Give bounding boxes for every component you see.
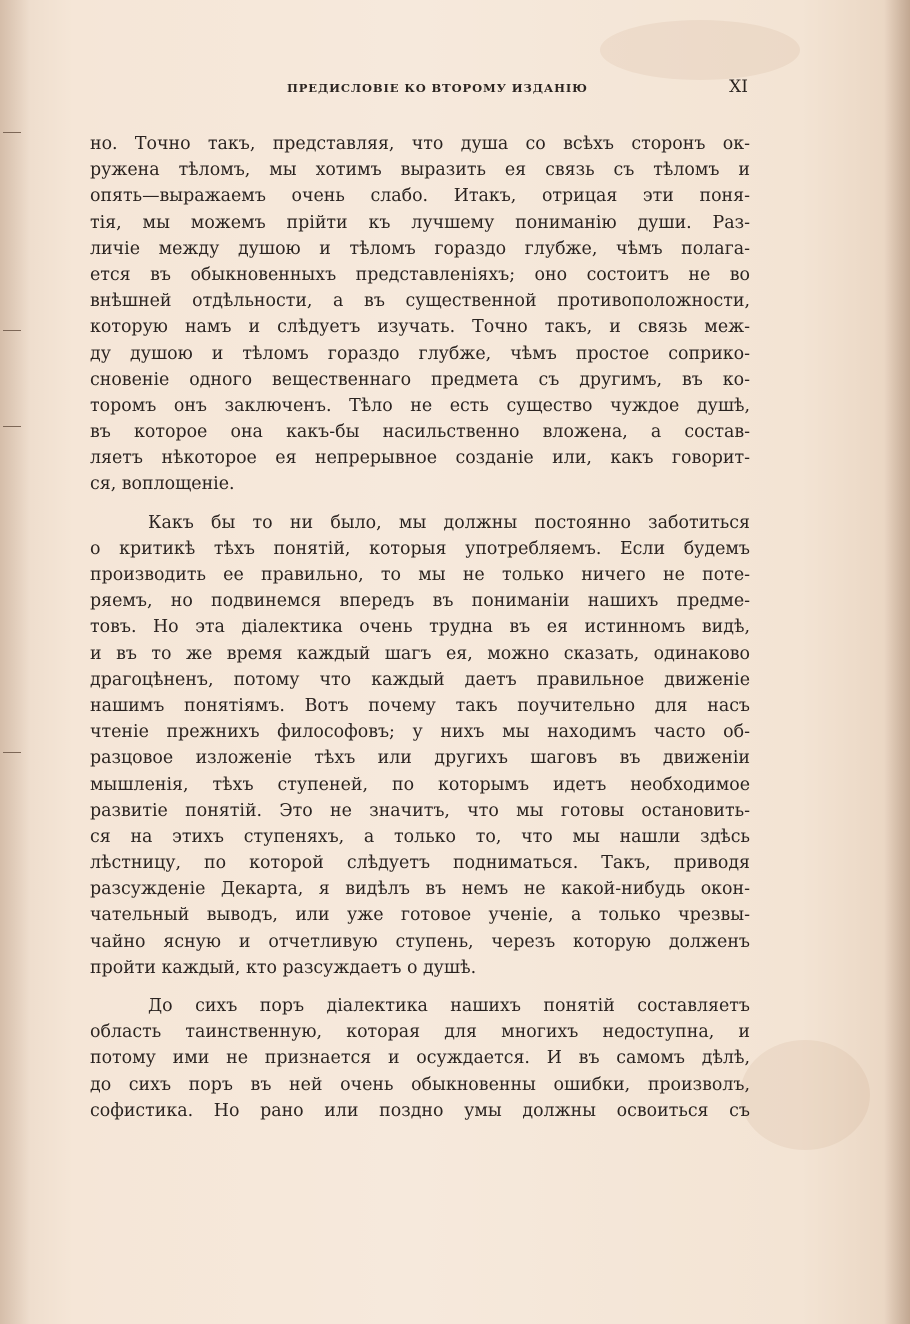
text-line: до сихъ поръ въ ней очень обыкновенны ошибки, произволъ, <box>90 1074 750 1095</box>
text-line: До сихъ поръ діалектика нашихъ понятій составляетъ <box>148 996 750 1016</box>
text-line: мышленія, тѣхъ ступеней, по которымъ идетъ необходимое <box>90 774 750 795</box>
text-line: о критикѣ тѣхъ понятій, которыя употребляемъ. Если будемъ <box>90 538 750 559</box>
text-line: которую намъ и слѣдуетъ изучать. Точно такъ, и связь меж- <box>90 317 750 338</box>
text-line: чайно ясную и отчетливую ступень, черезъ которую долженъ <box>90 931 750 952</box>
text-line: ду душою и тѣломъ гораздо глубже, чѣмъ простое соприко- <box>90 343 750 364</box>
text-line: торомъ онъ заключенъ. Тѣло не есть существо чуждое душѣ, <box>90 395 750 416</box>
text-line: ся на этихъ ступеняхъ, а только то, что мы нашли здѣсь <box>90 826 750 847</box>
text-line: чтеніе прежнихъ философовъ; у нихъ мы находимъ часто об- <box>90 722 750 743</box>
page-edge-shadow-right <box>884 0 910 1324</box>
text-line: драгоцѣненъ, потому что каждый даетъ правильное движеніе <box>90 669 750 690</box>
text-line: личіе между душою и тѣломъ гораздо глубже, чѣмъ полага- <box>90 238 750 259</box>
text-line: разсужденіе Декарта, я видѣлъ въ немъ не какой-нибудь окон- <box>90 879 750 900</box>
paragraph-2 <box>90 510 750 981</box>
margin-tick <box>3 330 21 331</box>
text-line: опять—выражаемъ очень слабо. Итакъ, отрицая эти поня- <box>90 186 750 207</box>
text-line: пройти каждый, кто разсуждаетъ о душѣ. <box>90 957 477 978</box>
text-line: чательный выводъ, или уже готовое ученіе, а только чрезвы- <box>90 905 750 926</box>
paragraph-3 <box>90 993 750 1124</box>
paper-stain <box>600 20 800 80</box>
text-line: товъ. Но эта діалектика очень трудна въ ея истинномъ видѣ, <box>90 617 750 638</box>
text-line: внѣшней отдѣльности, а въ существенной противоположности, <box>90 291 750 312</box>
margin-tick <box>3 426 21 427</box>
paper-stain <box>740 1040 870 1150</box>
text-line: Какъ бы то ни было, мы должны постоянно заботиться <box>148 512 750 533</box>
text-line: но. Точно такъ, представляя, что душа со всѣхъ сторонъ ок- <box>90 134 750 154</box>
margin-tick <box>3 132 21 133</box>
text-line: въ которое она какъ-бы насильственно вложена, а состав- <box>90 422 750 443</box>
text-line: производить ее правильно, то мы не только ничего не поте- <box>90 565 750 585</box>
text-line: область таинственную, которая для многихъ недоступна, и <box>90 1022 750 1043</box>
text-line: ся, воплощеніе. <box>90 474 235 495</box>
text-line: ляетъ нѣкоторое ея непрерывное созданіе или, какъ говорит- <box>90 448 750 469</box>
text-line: софистика. Но рано или поздно умы должны освоиться съ <box>90 1100 750 1121</box>
text-line: лѣстницу, по которой слѣдуетъ подниматься. Такъ, приводя <box>90 853 750 874</box>
page-header <box>90 79 750 99</box>
margin-tick <box>3 752 21 753</box>
page-number: XI <box>729 77 748 97</box>
text-line: тія, мы можемъ прійти къ лучшему пониманію души. Раз- <box>90 212 750 233</box>
text-line: и въ то же время каждый шагъ ея, можно сказать, одинаково <box>90 643 750 664</box>
text-line: ряемъ, но подвинемся впередъ въ пониманіи нашихъ предме- <box>90 591 750 612</box>
text-line: развитіе понятій. Это не значитъ, что мы готовы остановить- <box>90 800 750 821</box>
paragraph-1 <box>90 131 750 498</box>
text-line: сновеніе одного вещественнаго предмета съ другимъ, въ ко- <box>90 369 750 390</box>
running-head: ПРЕДИСЛОВІЕ КО ВТОРОМУ ИЗДАНІЮ <box>287 81 588 95</box>
text-line: потому ими не признается и осуждается. И въ самомъ дѣлѣ, <box>90 1048 750 1069</box>
page-edge-shadow-left <box>0 0 30 1324</box>
text-line: ружена тѣломъ, мы хотимъ выразить ея связь съ тѣломъ и <box>90 160 750 181</box>
text-line: нашимъ понятіямъ. Вотъ почему такъ поучительно для насъ <box>90 695 750 716</box>
body-text <box>90 131 750 1136</box>
text-line: разцовое изложеніе тѣхъ или другихъ шаговъ въ движеніи <box>90 748 750 769</box>
text-line: ется въ обыкновенныхъ представленіяхъ; оно состоитъ не во <box>90 264 750 285</box>
